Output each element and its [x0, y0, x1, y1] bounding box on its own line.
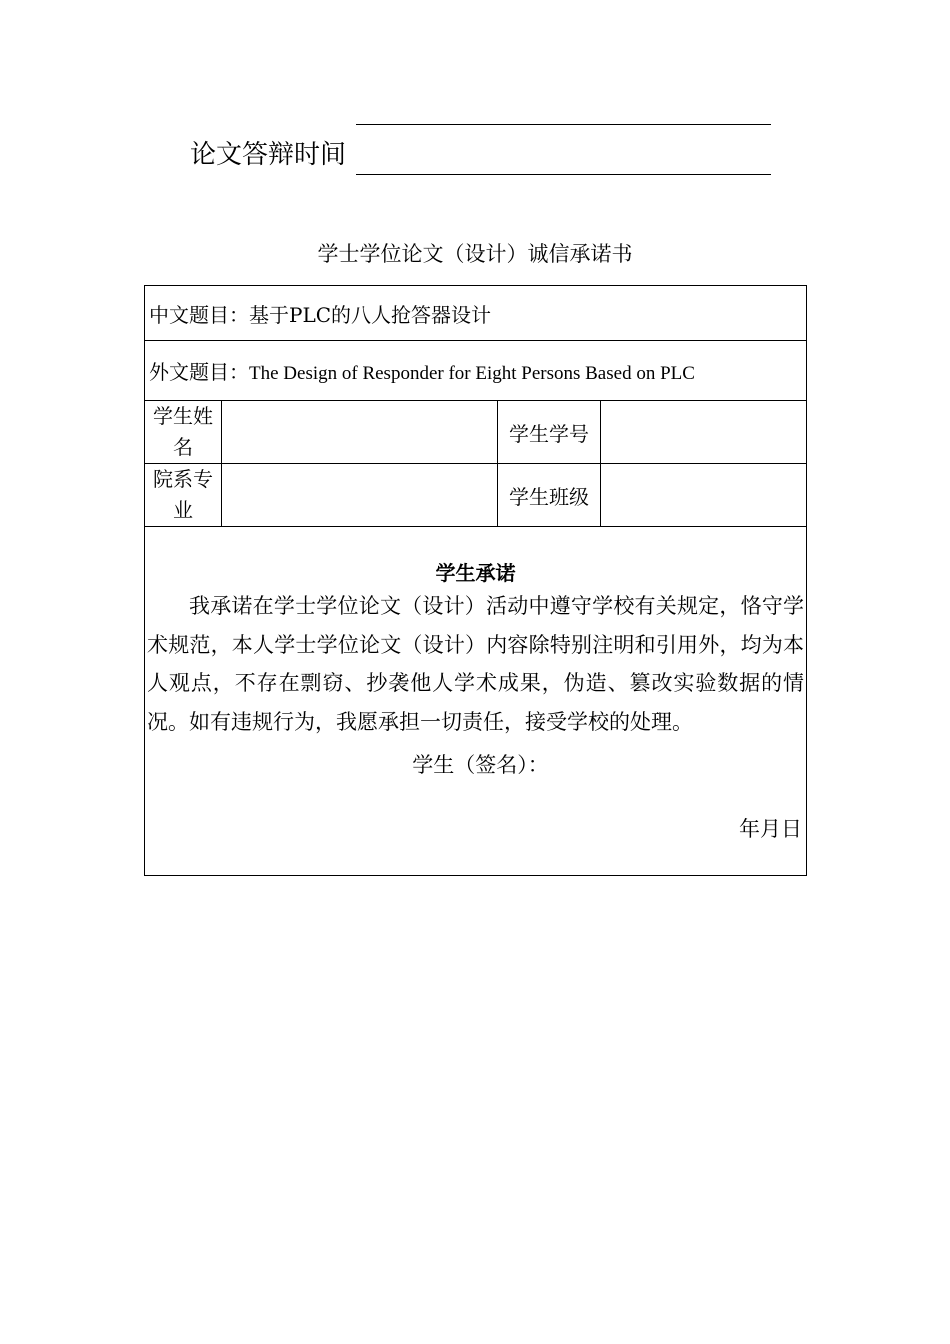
promise-heading: 学生承诺: [435, 561, 516, 585]
cn-title-cell: 中文题目：基于PLC的八人抢答器设计: [145, 286, 807, 341]
class-label: 学生班级: [498, 464, 601, 527]
promise-cell: [145, 527, 807, 876]
student-name-field[interactable]: [222, 401, 498, 464]
class-field[interactable]: [601, 464, 807, 527]
document-title: 学士学位论文（设计）诚信承诺书: [317, 242, 633, 266]
defense-time-top-line: [356, 124, 771, 125]
student-name-label: 学生姓名: [145, 401, 222, 464]
en-title-value: The Design of Responder for Eight Persons Based on PLC: [249, 363, 695, 384]
date-label[interactable]: 年月日: [739, 817, 803, 841]
pledge-table: [144, 285, 807, 876]
table-row-cn-title: [145, 286, 807, 341]
signature-label[interactable]: 学生（签名）：: [412, 753, 549, 777]
en-title-cell: [145, 341, 807, 401]
table-row-en-title: [145, 341, 807, 401]
defense-time-label: 论文答辩时间: [190, 140, 347, 170]
table-row-student-info: [145, 401, 807, 464]
table-row-department-info: [145, 464, 807, 527]
department-label: 院系专业: [145, 464, 222, 527]
en-title-label: 外文题目：: [149, 360, 249, 384]
student-id-field[interactable]: [601, 401, 807, 464]
table-row-promise: [145, 527, 807, 876]
student-id-label: 学生学号: [498, 401, 601, 464]
department-field[interactable]: [222, 464, 498, 527]
promise-body: 我承诺在学士学位论文（设计）活动中遵守学校有关规定，恪守学术规范，本人学士学位论文（设计）内容除特别注明和引用外，均为本人观点，不存在剽窃、抄袭他人学术成果，伪造、篡改实验数据的情况。如有违规行为，我愿承担一切责任，接受学校的处理。: [147, 594, 805, 734]
defense-time-input-line[interactable]: [356, 174, 771, 175]
